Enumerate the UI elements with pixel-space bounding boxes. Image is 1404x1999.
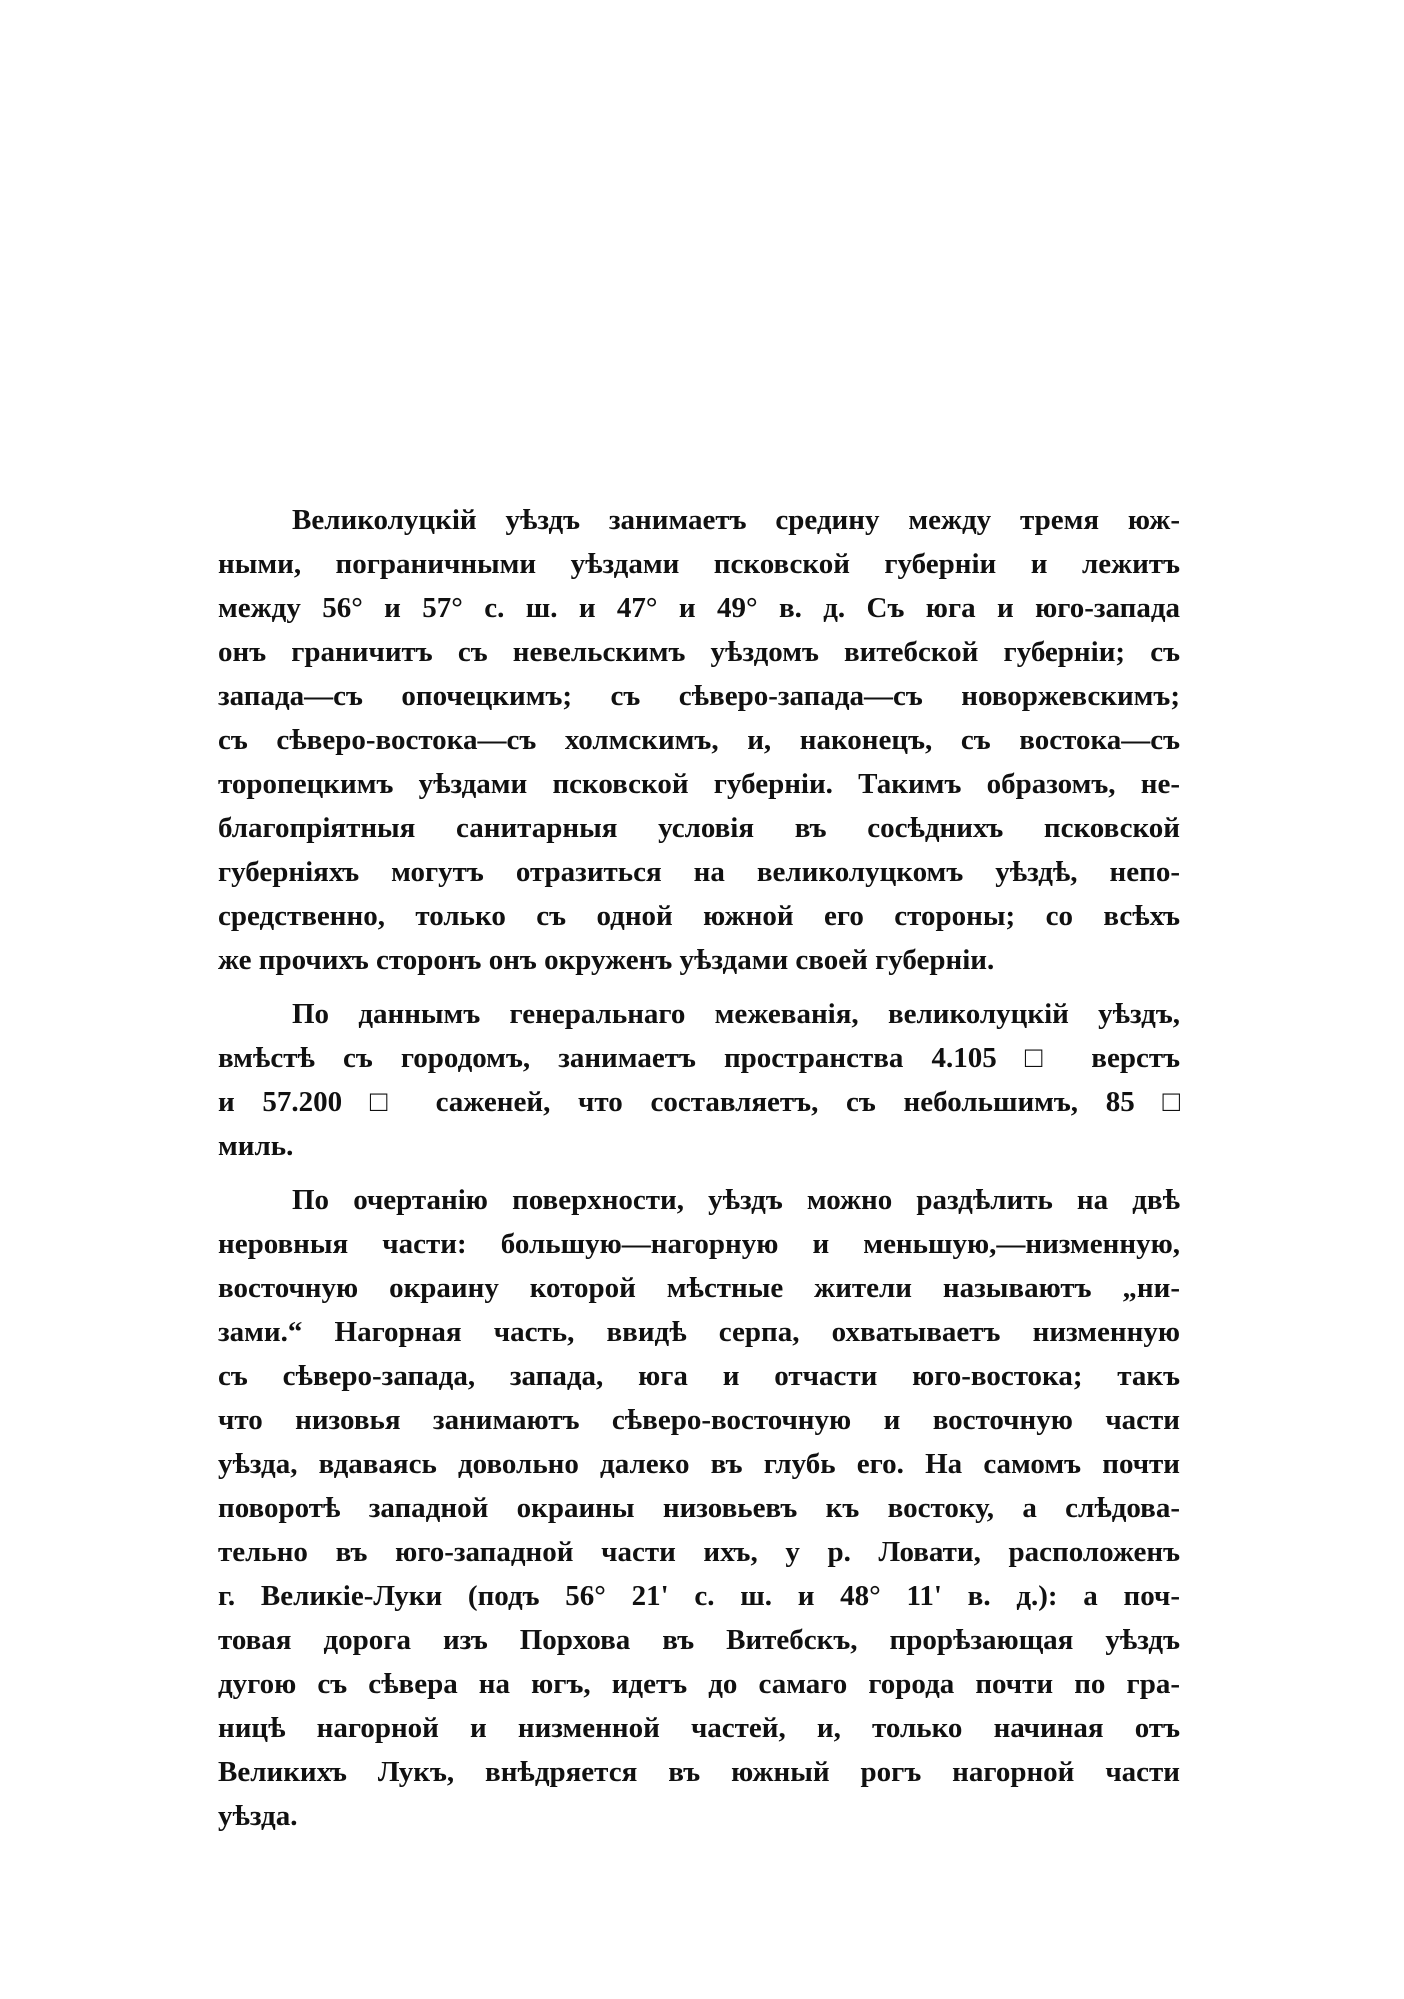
text-line: Великолуцкій уѣздъ занимаетъ средину между тремя юж- [292, 504, 1180, 536]
text-line: уѣзда. [218, 1800, 298, 1832]
text-line: съ сѣверо-востока—съ холмскимъ, и, наконецъ, съ востока—съ [218, 724, 1180, 756]
text-line: миль. [218, 1130, 294, 1162]
text-line: зами.“ Нагорная часть, ввидѣ серпа, охватываетъ низменную [218, 1316, 1180, 1348]
text-line: По даннымъ генеральнаго межеванія, великолуцкій уѣздъ, [292, 998, 1180, 1030]
body-text [218, 498, 1180, 1848]
text-line: запада—съ опочецкимъ; съ сѣверо-запада—съ новоржевскимъ; [218, 680, 1180, 712]
text-line: тельно въ юго-западной части ихъ, у р. Ловати, расположенъ [218, 1536, 1180, 1568]
text-line: между 56° и 57° с. ш. и 47° и 49° в. д. Съ юга и юго-запада [218, 592, 1180, 624]
text-line: вмѣстѣ съ городомъ, занимаетъ пространства 4.105 □ верстъ [218, 1042, 1180, 1074]
text-line: благопріятныя санитарныя условія въ сосѣднихъ псковской [218, 812, 1180, 844]
text-line: дугою съ сѣвера на югъ, идетъ до самаго города почти по гра- [218, 1668, 1180, 1700]
text-line: товая дорога изъ Порхова въ Витебскъ, прорѣзающая уѣздъ [218, 1624, 1180, 1656]
text-line: губерніяхъ могутъ отразиться на великолуцкомъ уѣздѣ, непо- [218, 856, 1180, 888]
text-line: онъ граничитъ съ невельскимъ уѣздомъ витебской губерніи; съ [218, 636, 1180, 668]
text-line: По очертанію поверхности, уѣздъ можно раздѣлить на двѣ [292, 1184, 1180, 1216]
text-line: Великихъ Лукъ, внѣдряется въ южный рогъ нагорной части [218, 1756, 1180, 1788]
text-line: восточную окраину которой мѣстные жители называютъ „ни- [218, 1272, 1180, 1304]
paragraph-3 [218, 1178, 1180, 1838]
paragraph-2 [218, 992, 1180, 1168]
text-line: что низовья занимаютъ сѣверо-восточную и восточную части [218, 1404, 1180, 1436]
text-line: поворотѣ западной окраины низовьевъ къ востоку, а слѣдова- [218, 1492, 1180, 1524]
text-line: уѣзда, вдаваясь довольно далеко въ глубь его. На самомъ почти [218, 1448, 1180, 1480]
text-line: ницѣ нагорной и низменной частей, и, только начиная отъ [218, 1712, 1180, 1744]
text-line: съ сѣверо-запада, запада, юга и отчасти юго-востока; такъ [218, 1360, 1180, 1392]
text-line: ными, пограничными уѣздами псковской губерніи и лежитъ [218, 548, 1180, 580]
text-line: и 57.200 □ саженей, что составляетъ, съ небольшимъ, 85 □ [218, 1086, 1180, 1118]
paragraph-1 [218, 498, 1180, 982]
text-line: торопецкимъ уѣздами псковской губерніи. Такимъ образомъ, не- [218, 768, 1180, 800]
text-line: г. Великіе-Луки (подъ 56° 21' с. ш. и 48° 11' в. д.): а поч- [218, 1580, 1180, 1612]
text-line: неровныя части: большую—нагорную и меньшую,—низменную, [218, 1228, 1180, 1260]
text-line: средственно, только съ одной южной его стороны; со всѣхъ [218, 900, 1180, 932]
text-line: же прочихъ сторонъ онъ окруженъ уѣздами своей губерніи. [218, 944, 995, 976]
